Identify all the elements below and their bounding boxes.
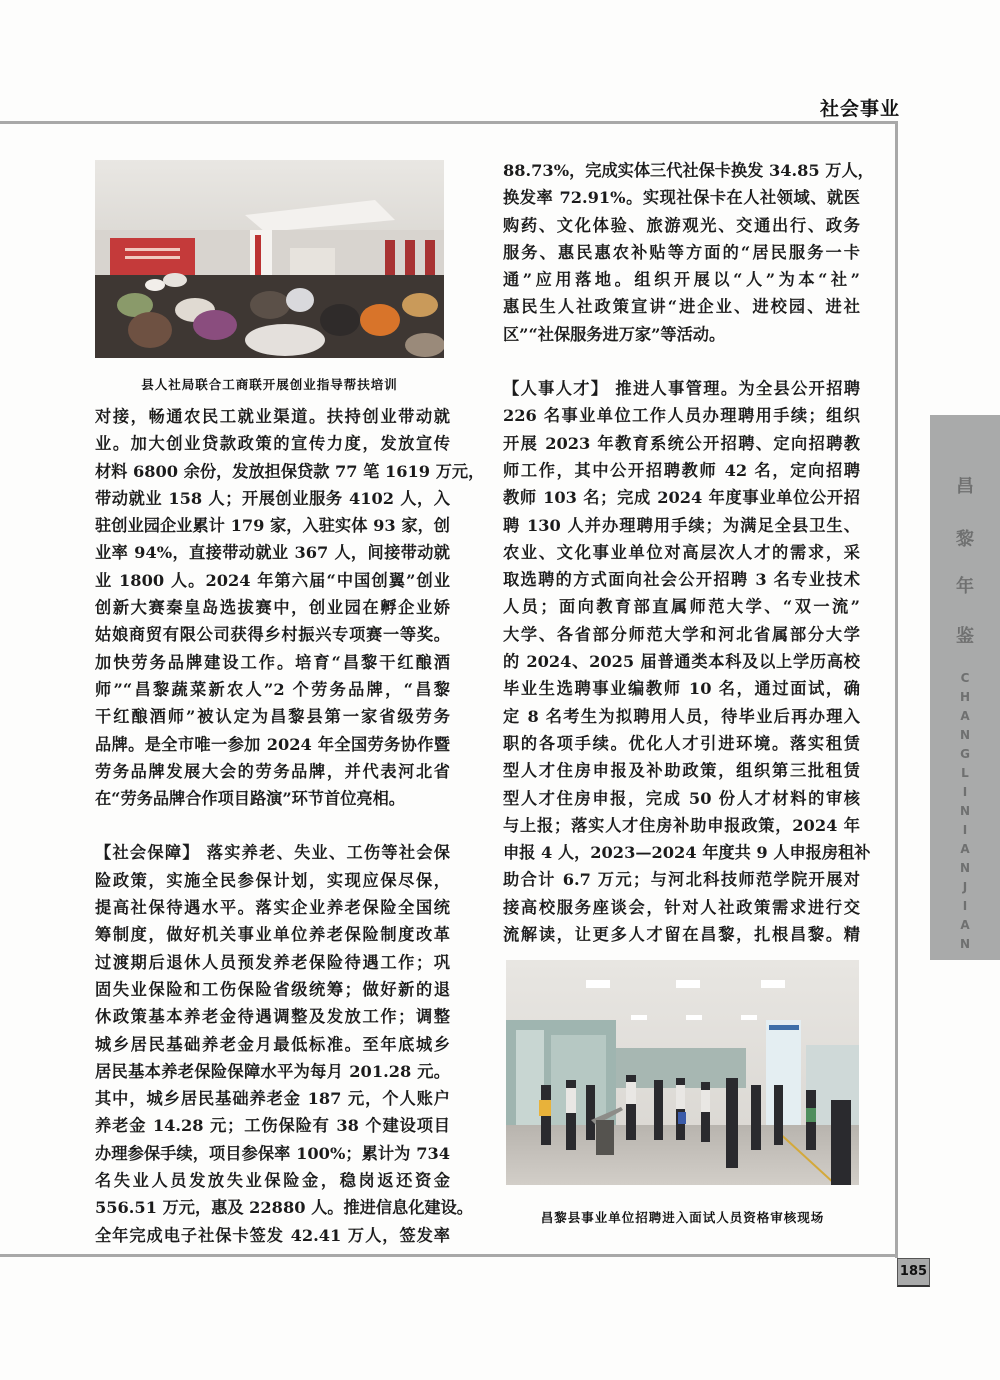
- frame-bottom-rule: [0, 1254, 898, 1257]
- text-line: 其中，城乡居民基础养老金 187 元，个人账户: [95, 1089, 450, 1109]
- paragraph-social-security: [95, 839, 473, 1248]
- side-tab-letter: A: [960, 918, 970, 932]
- page-number: 185: [897, 1258, 930, 1287]
- text-line: 对接，畅通农民工就业渠道。扶持创业带动就: [95, 407, 450, 426]
- text-line: 筹制度，做好机关事业单位养老保险制度改革: [95, 925, 450, 945]
- meeting-room-image: [95, 160, 444, 358]
- side-tab-char: 黎: [956, 529, 974, 550]
- text-line: 型人才住房申报，完成 50 份人才材料的审核: [503, 788, 860, 808]
- text-line: 与上报；落实人才住房补助申报政策，2024 年: [503, 815, 860, 835]
- frame-right-rule: [895, 121, 898, 1258]
- paragraph-personnel-talent: [503, 375, 871, 948]
- paragraph-gap: [503, 348, 860, 375]
- side-tab-letter: J: [962, 880, 968, 894]
- text-line: 开展 2023 年教育系统公开招聘、定向招聘教: [503, 433, 860, 453]
- frame-top-rule: [0, 121, 898, 124]
- text-line: 劳务品牌发展大会的劳务品牌，并代表河北省: [95, 761, 450, 781]
- side-tab-char: 年: [956, 576, 974, 597]
- text-line: 型人才住房申报及补助政策，组织第三批租赁: [503, 761, 860, 781]
- text-line: 申报 4 人，2023—2024 年度共 9 人申报房租补: [503, 843, 871, 863]
- paragraph-entrepreneurship: [95, 403, 485, 812]
- right-column: [503, 157, 874, 948]
- text-line: 【社会保障】 落实养老、失业、工伤等社会保: [95, 843, 450, 863]
- side-tab-letter: C: [960, 671, 970, 685]
- text-line: 全年完成电子社保卡签发 42.41 万人，签发率: [95, 1225, 450, 1245]
- text-line: 固失业保险和工伤保险省级统筹；做好新的退: [95, 979, 450, 999]
- text-line: 险政策，实施全民参保计划，实现应保尽保，: [95, 870, 450, 890]
- left-column: [95, 403, 485, 1249]
- text-line: 购药、文化体验、旅游观光、交通出行、政务: [503, 215, 860, 235]
- side-tab-letter: N: [959, 861, 971, 875]
- side-tab-letter: N: [959, 804, 971, 818]
- side-tab-letter: I: [962, 785, 968, 799]
- text-line: 办理参保手续，项目参保率 100%；累计为 734: [95, 1143, 450, 1163]
- text-line: 556.51 万元，惠及 22880 人。推进信息化建设。: [95, 1198, 473, 1218]
- text-line: 88.73%，完成实体三代社保卡换发 34.85 万人，: [503, 161, 874, 180]
- figure-recruitment-photo: [506, 960, 859, 1185]
- text-line: 创新大赛秦皇岛选拔赛中，创业园在孵企业娇: [95, 598, 450, 618]
- text-line: 226 名事业单位工作人员办理聘用手续；组织: [503, 406, 860, 426]
- paragraph-gap: [95, 812, 450, 839]
- yearbook-side-tab: [930, 415, 1000, 960]
- text-line: 姑娘商贸有限公司获得乡村振兴专项赛一等奖。: [95, 625, 450, 645]
- side-tab-char: 鉴: [956, 626, 974, 647]
- text-line: 服务、惠民惠农补贴等方面的“居民服务一卡: [503, 242, 860, 262]
- text-line: 惠民生人社政策宣讲“进企业、进校园、进社: [503, 297, 860, 317]
- text-line: 城乡居民基础养老金月最低标准。至年底城乡: [95, 1034, 450, 1054]
- text-line: 驻创业园企业累计 179 家，入驻实体 93 家，创: [95, 516, 450, 536]
- text-line: 带动就业 158 人；开展创业服务 4102 人，入: [95, 488, 450, 508]
- text-line: 定 8 名考生为拟聘用人员，待毕业后再办理入: [503, 706, 860, 726]
- side-tab-letter: I: [962, 899, 968, 913]
- text-line: 教师 103 名；完成 2024 年度事业单位公开招: [503, 488, 860, 508]
- text-line: 过渡期后退休人员预发养老保险待遇工作；巩: [95, 952, 450, 972]
- text-line: 接高校服务座谈会，针对人社政策需求进行交: [503, 897, 860, 917]
- side-tab-letter: A: [960, 842, 970, 856]
- text-line: 名失业人员发放失业保险金，稳岗返还资金: [95, 1171, 450, 1191]
- text-line: 提高社保待遇水平。落实企业养老保险全国统: [95, 898, 450, 918]
- text-line: 职的各项手续。优化人才引进环境。落实租赁: [503, 733, 860, 753]
- text-line: 材料 6800 余份，发放担保贷款 77 笔 1619 万元，: [95, 461, 485, 481]
- text-line: 的 2024、2025 届普通类本科及以上学历高校: [503, 652, 860, 672]
- figure-caption: 县人社局联合工商联开展创业指导帮扶培训: [141, 377, 398, 392]
- text-line: 加快劳务品牌建设工作。培育“昌黎干红酿酒: [95, 652, 450, 672]
- text-line: 在“劳务品牌合作项目路演”环节首位亮相。: [95, 789, 405, 809]
- text-line: 业 1800 人。2024 年第六届“中国创翼”创业: [95, 570, 450, 590]
- text-line: 【人事人才】 推进人事管理。为全县公开招聘: [503, 379, 860, 399]
- text-line: 休政策基本养老金待遇调整及发放工作；调整: [95, 1007, 450, 1027]
- side-tab-letter: L: [961, 766, 969, 780]
- side-tab-letter: I: [962, 823, 968, 837]
- paragraph-social-card: [503, 157, 874, 348]
- side-tab-char: 昌: [956, 476, 974, 497]
- text-line: 通”应用落地。组织开展以“人”为本“社”: [503, 270, 860, 290]
- side-tab-letter: A: [960, 709, 970, 723]
- text-line: 品牌。是全市唯一参加 2024 年全国劳务协作暨: [95, 734, 450, 754]
- text-line: 人员；面向教育部直属师范大学、“双一流”: [503, 597, 860, 617]
- text-line: 农业、文化事业单位对高层次人才的需求，采: [503, 542, 860, 562]
- text-line: 毕业生选聘事业编教师 10 名，通过面试，确: [503, 679, 860, 699]
- figure-training-photo: [95, 160, 444, 358]
- figure-caption: 昌黎县事业单位招聘进入面试人员资格审核现场: [540, 1210, 825, 1225]
- text-line: 师工作，其中公开招聘教师 42 名，定向招聘: [503, 460, 860, 480]
- text-line: 业率 94%，直接带动就业 367 人，间接带动就: [95, 543, 450, 563]
- side-tab-letter: H: [959, 690, 971, 704]
- text-line: 助合计 6.7 万元；与河北科技师范学院开展对: [503, 870, 860, 890]
- text-line: 取选聘的方式面向社会公开招聘 3 名专业技术: [503, 570, 860, 590]
- recruitment-hall-image: [506, 960, 859, 1185]
- text-line: 居民基本养老保险保障水平为每月 201.28 元。: [95, 1061, 450, 1081]
- side-tab-letter: N: [959, 728, 971, 742]
- section-title: 社会事业: [819, 98, 900, 120]
- text-line: 换发率 72.91%。实现社保卡在人社领域、就医: [503, 188, 860, 208]
- text-line: 聘 130 人并办理聘用手续；为满足全县卫生、: [503, 515, 860, 535]
- text-line: 养老金 14.28 元；工伤保险有 38 个建设项目: [95, 1116, 450, 1136]
- text-line: 大学、各省部分师范大学和河北省属部分大学: [503, 624, 860, 644]
- text-line: 流解读，让更多人才留在昌黎，扎根昌黎。精: [503, 925, 860, 945]
- side-tab-letter: G: [960, 747, 970, 761]
- text-line: 师”“昌黎蔬菜新农人”2 个劳务品牌，“昌黎: [95, 679, 450, 699]
- text-line: 区”“社保服务进万家”等活动。: [503, 324, 726, 344]
- text-line: 业。加大创业贷款政策的宣传力度，发放宣传: [95, 434, 450, 454]
- side-tab-letter: N: [959, 937, 971, 951]
- text-line: 干红酿酒师”被认定为昌黎县第一家省级劳务: [95, 707, 450, 727]
